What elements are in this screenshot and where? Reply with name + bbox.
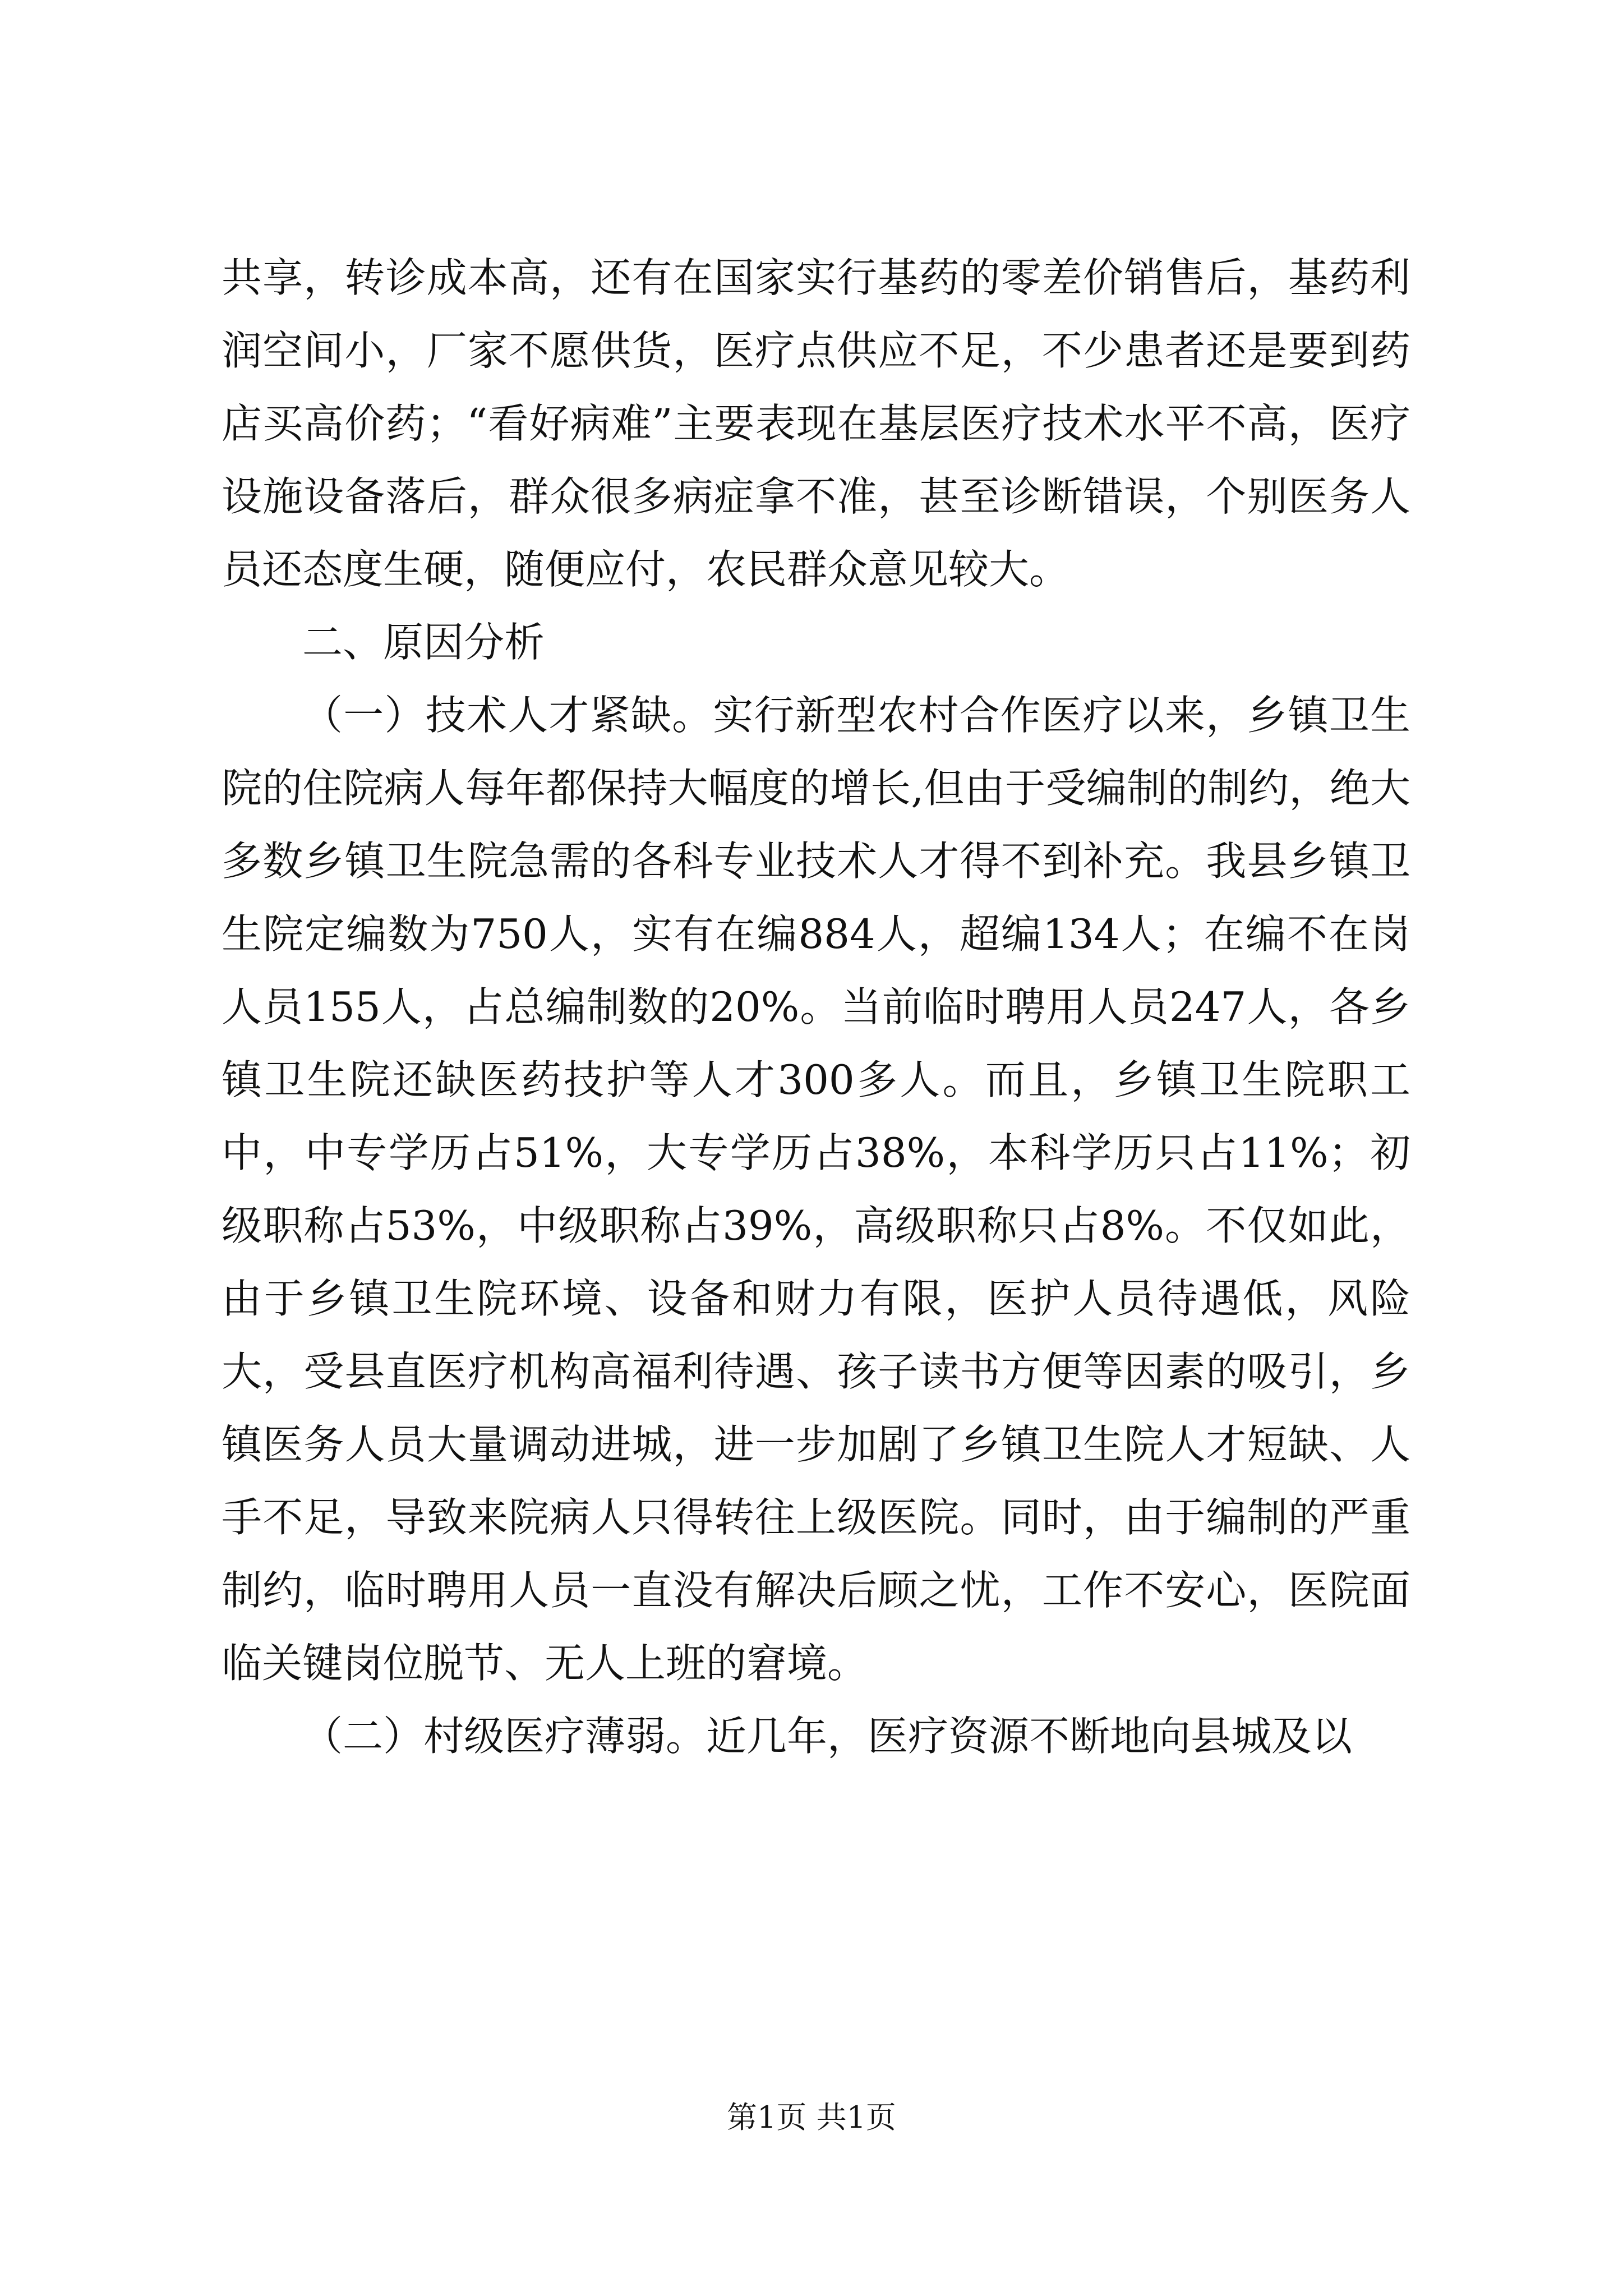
paragraph-1: 共享，转诊成本高，还有在国家实行基药的零差价销售后，基药利润空间小，厂家不愿供货，医疗点供应不足，不少患者还是要到药店买高价药；“看好病难”主要表现在基层医疗技术水平不高，医疗设施设备落后，群众很多病症拿不准，甚至诊断错误，个别医务人员还态度生硬，随便应付，农民群众意见较大。 <box>222 254 1410 593</box>
paragraph-3: （二）村级医疗薄弱。近几年，医疗资源不断地向县城及以 <box>302 1713 1353 1760</box>
page-number-label: 第1页 共1页 <box>727 2100 896 2135</box>
paragraph-2: （一）技术人才紧缺。实行新型农村合作医疗以来，乡镇卫生院的住院病人每年都保持大幅度的增长,但由于受编制的制约，绝大多数乡镇卫生院急需的各科专业技术人才得不到补充。我县乡镇卫生院定编数为750人，实有在编884人，超编134人；在编不在岗人员155人，占总编制数的20%。当前临时聘用人员247人，各乡镇卫生院还缺医药技护等人才300多人。而且，乡镇卫生院职工中，中专学历占51%，大专学历占38%，本科学历只占11%；初级职称占53%，中级职称占39%，高级职称只占8%。不仅如此，由于乡镇卫生院环境、设备和财力有限，医护人员待遇低，风险大，受县直医疗机构高福利待遇、孩子读书方便等因素的吸引，乡镇医务人员大量调动进城，进一步加剧了乡镇卫生院人才短缺、人手不足，导致来院病人只得转往上级医院。同时，由于编制的严重制约，临时聘用人员一直没有解决后顾之忧，工作不安心，医院面临关键岗位脱节、无人上班的窘境。 <box>222 692 1410 1687</box>
document-body <box>222 241 1410 1773</box>
page-footer <box>0 2095 1623 2140</box>
section-heading: 二、原因分析 <box>302 619 545 666</box>
